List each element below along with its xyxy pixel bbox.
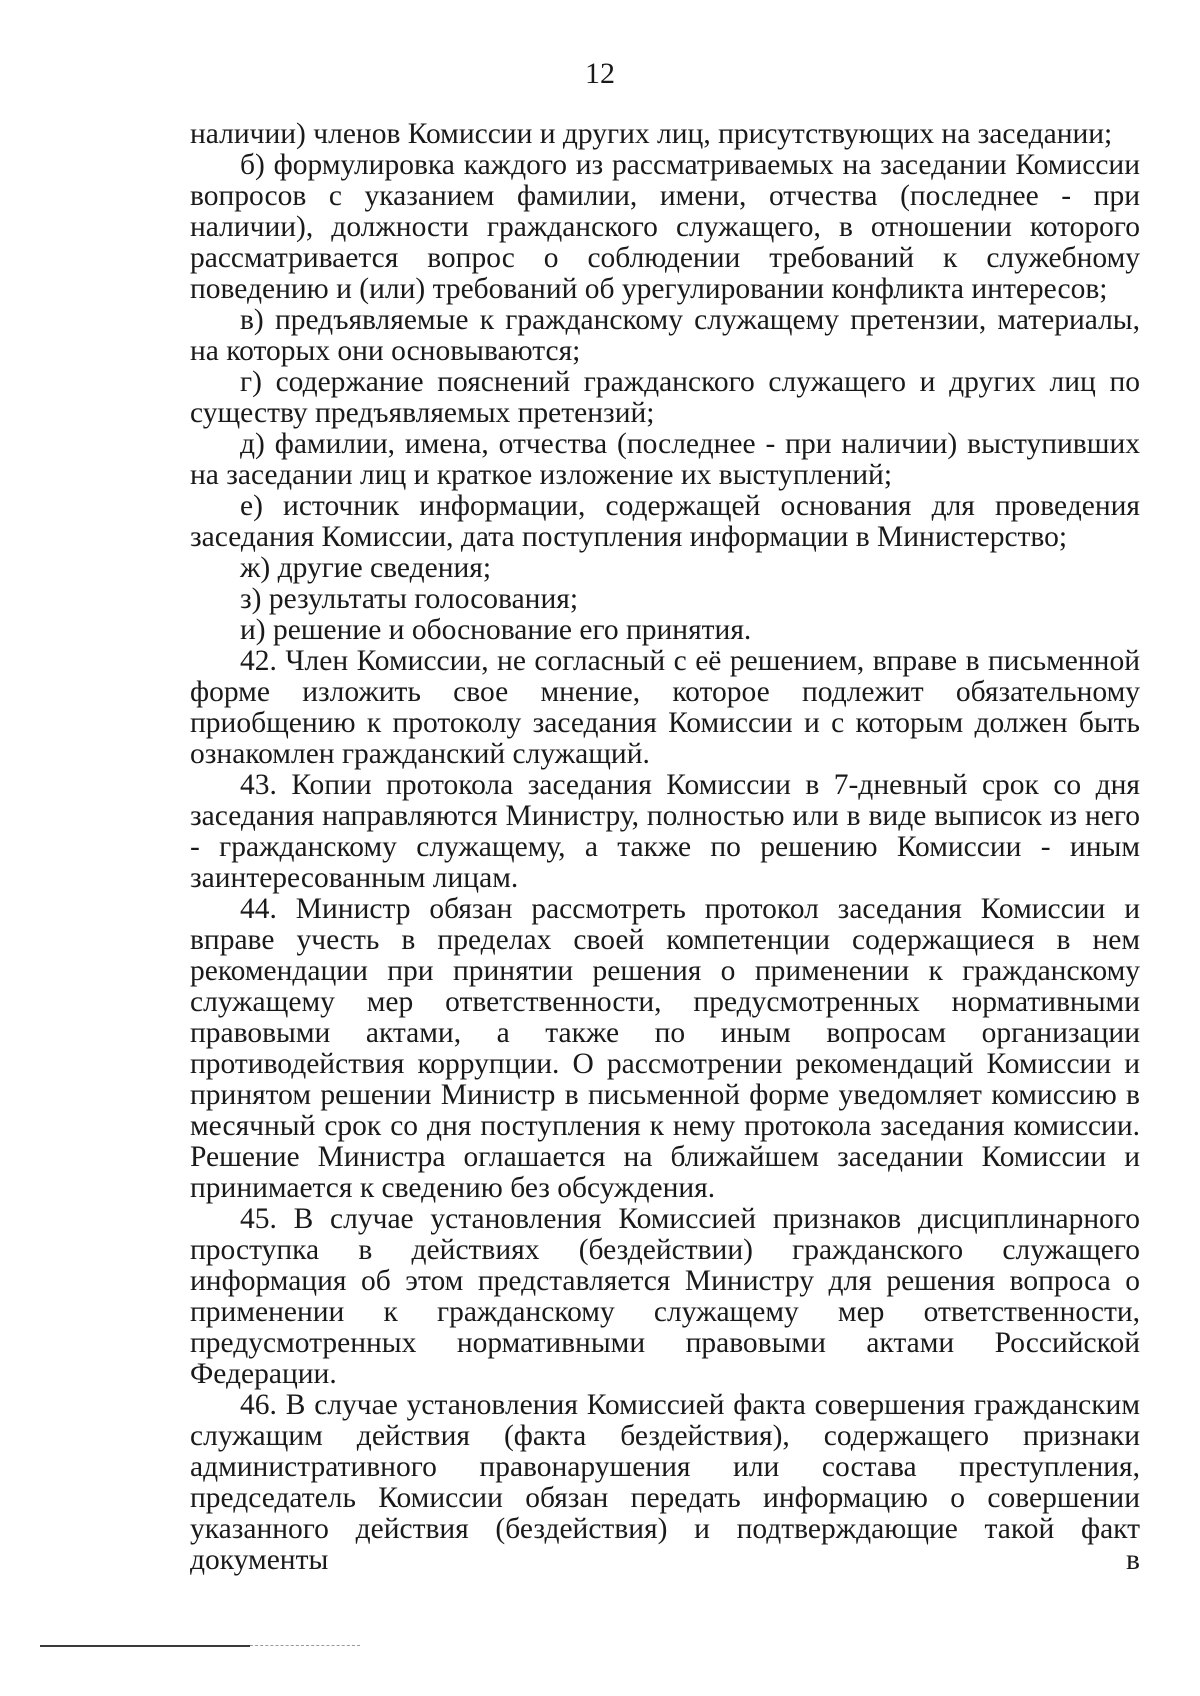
scan-edge-line — [40, 1645, 250, 1647]
scan-edge-line-faint — [250, 1645, 360, 1646]
page-number: 12 — [585, 57, 615, 90]
list-item-z: з) результаты голосования; — [240, 583, 579, 615]
clause-45: 45. В случае установления Комиссией признаков дисциплинарного проступка в действиях (бездействии) гражданского служащего информация об этом представляется Министру для решения вопроса о применении к гражданскому служащему мер ответственности, предусмотренных нормативными правовыми актами Российской Федерации. — [190, 1203, 1140, 1390]
list-item-d: д) фамилии, имена, отчества (последнее - при наличии) выступивших на заседании лиц и краткое изложение их выступлений; — [190, 428, 1140, 491]
list-item-g: г) содержание пояснений гражданского служащего и других лиц по существу предъявляемых претензий; — [190, 366, 1140, 429]
list-item-e: е) источник информации, содержащей основания для проведения заседания Комиссии, дата поступления информации в Министерство; — [190, 490, 1140, 553]
document-body — [190, 119, 1140, 1576]
list-item-v: в) предъявляемые к гражданскому служащему претензии, материалы, на которых они основываются; — [190, 304, 1140, 367]
clause-42: 42. Член Комиссии, не согласный с её решением, вправе в письменной форме изложить свое мнение, которое подлежит обязательному приобщению к протоколу заседания Комиссии и с которым должен быть ознакомлен гражданский служащий. — [190, 645, 1140, 770]
list-item-zh: ж) другие сведения; — [240, 552, 492, 584]
clause-44: 44. Министр обязан рассмотреть протокол заседания Комиссии и вправе учесть в пределах своей компетенции содержащиеся в нем рекомендации при принятии решения о применении к гражданскому служащему мер ответственности, предусмотренных нормативными правовыми актами, а также по иным вопросам организации противодействия коррупции. О рассмотрении рекомендаций Комиссии и принятом решении Министр в письменной форме уведомляет комиссию в месячный срок со дня поступления к нему протокола заседания комиссии. Решение Министра оглашается на ближайшем заседании Комиссии и принимается к сведению без обсуждения. — [190, 893, 1140, 1204]
clause-46: 46. В случае установления Комиссией факта совершения гражданским служащим действия (факта бездействия), содержащего признаки административного правонарушения или состава преступления, председатель Комиссии обязан передать информацию о совершении указанного действия (бездействия) и подтверждающие такой факт документы в — [190, 1389, 1140, 1576]
list-item-b: б) формулировка каждого из рассматриваемых на заседании Комиссии вопросов с указанием фамилии, имени, отчества (последнее - при наличии), должности гражданского служащего, в отношении которого рассматривается вопрос о соблюдении требований к служебному поведению и (или) требований об урегулировании конфликта интересов; — [190, 149, 1140, 305]
clause-43: 43. Копии протокола заседания Комиссии в 7-дневный срок со дня заседания направляются Министру, полностью или в виде выписок из него - гражданскому служащему, а также по решению Комиссии - иным заинтересованным лицам. — [190, 769, 1140, 894]
paragraph-continuation: наличии) членов Комиссии и других лиц, присутствующих на заседании; — [190, 118, 1113, 150]
list-item-i: и) решение и обоснование его принятия. — [240, 614, 752, 646]
